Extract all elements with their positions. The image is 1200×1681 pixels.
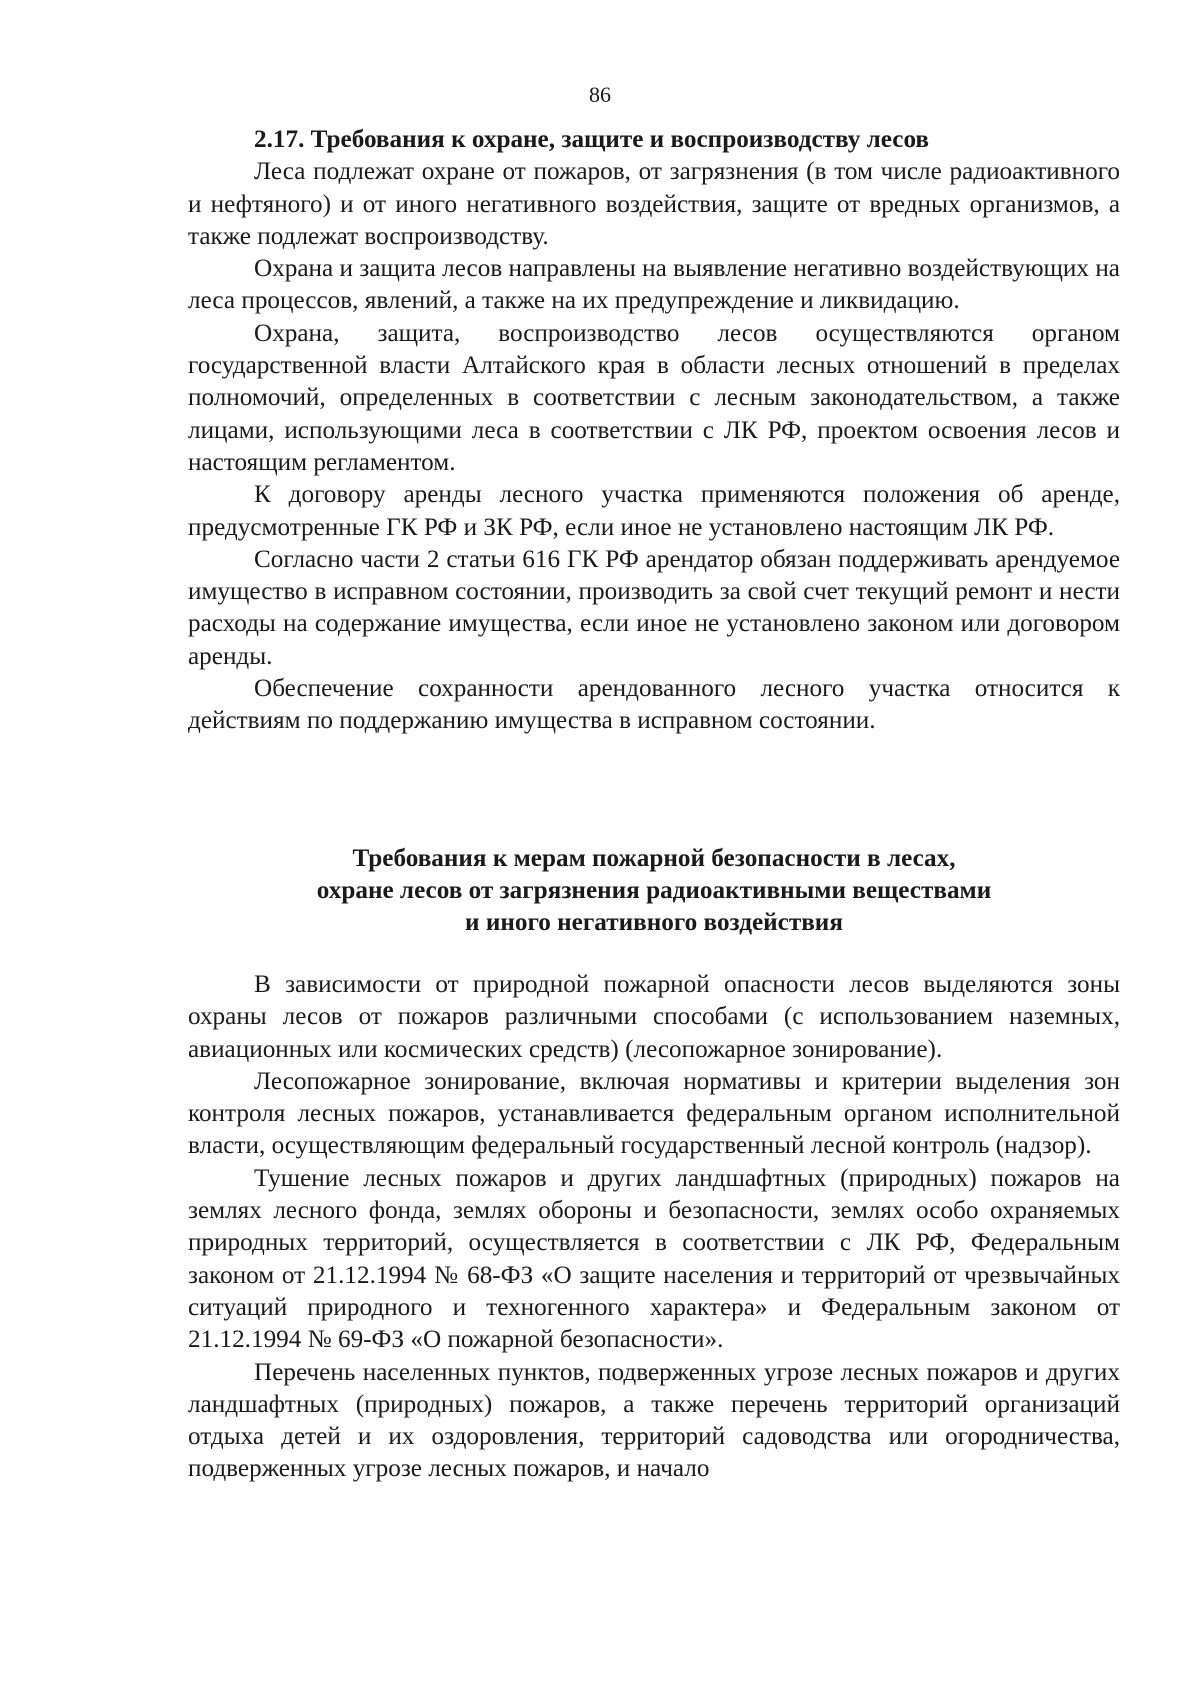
paragraph: Согласно части 2 статьи 616 ГК РФ арендатор обязан поддерживать арендуемое имущество в исправном состоянии, производить за свой счет текущий ремонт и нести расходы на содержание имущества, если иное не установлено законом или договором аренды. bbox=[188, 545, 1120, 670]
paragraph: Охрана, защита, воспроизводство лесов осуществляются органом государственной власти Алтайского края в области лесных отношений в пределах полномочий, определенных в соответствии с лесным законодательством, а также лицами, использующими леса в соответствии с ЛК РФ, проектом освоения лесов и настоящим регламентом. bbox=[188, 319, 1120, 476]
paragraph: К договору аренды лесного участка применяются положения об аренде, предусмотренные ГК РФ и ЗК РФ, если иное не установлено настоящим ЛК РФ. bbox=[188, 481, 1120, 541]
heading-line: Требования к мерам пожарной безопасности в лесах, bbox=[352, 845, 956, 872]
paragraph: Лесопожарное зонирование, включая нормативы и критерии выделения зон контроля лесных пожаров, устанавливается федеральным органом исполнительной власти, осуществляющим федеральный государственный лесной контроль (надзор). bbox=[188, 1067, 1120, 1160]
paragraph: Перечень населенных пунктов, подверженных угрозе лесных пожаров и других ландшафтных (природных) пожаров, а также перечень территорий организаций отдыха детей и их оздоровления, территорий садоводства или огородничества, подверженных угрозе лесных пожаров, и начало bbox=[188, 1358, 1120, 1483]
paragraph: Леса подлежат охране от пожаров, от загрязнения (в том числе радиоактивного и нефтяного) и от иного негативного воздействия, защите от вредных организмов, а также подлежат воспроизводству. bbox=[188, 158, 1120, 250]
fire-safety-heading bbox=[188, 843, 1120, 939]
paragraph: Обеспечение сохранности арендованного лесного участка относится к действиям по поддержанию имущества в исправном состоянии. bbox=[188, 675, 1120, 735]
section-title: 2.17. Требования к охране, защите и воспроизводству лесов bbox=[254, 126, 930, 153]
paragraph: Охрана и защита лесов направлены на выявление негативно воздействующих на леса процессов, явлений, а также на их предупреждение и ликвидацию. bbox=[188, 255, 1120, 315]
heading-line: и иного негативного воздействия bbox=[465, 909, 843, 936]
page-number: 86 bbox=[589, 82, 611, 107]
paragraph: В зависимости от природной пожарной опасности лесов выделяются зоны охраны лесов от пожаров различными способами (с использованием наземных, авиационных или космических средств) (лесопожарное зонирование). bbox=[188, 971, 1120, 1063]
section-2-17 bbox=[188, 124, 1120, 738]
paragraph: Тушение лесных пожаров и других ландшафтных (природных) пожаров на землях лесного фонда, землях обороны и безопасности, землях особо охраняемых природных территорий, осуществляется в соответствии с ЛК РФ, Федеральным законом от 21.12.1994 № 68-ФЗ «О защите населения и территорий от чрезвычайных ситуаций природного и техногенного характера» и Федеральным законом от 21.12.1994 № 69-ФЗ «О пожарной безопасности». bbox=[188, 1164, 1120, 1354]
heading-line: охране лесов от загрязнения радиоактивными веществами bbox=[316, 877, 992, 904]
fire-safety-section bbox=[188, 969, 1120, 1486]
